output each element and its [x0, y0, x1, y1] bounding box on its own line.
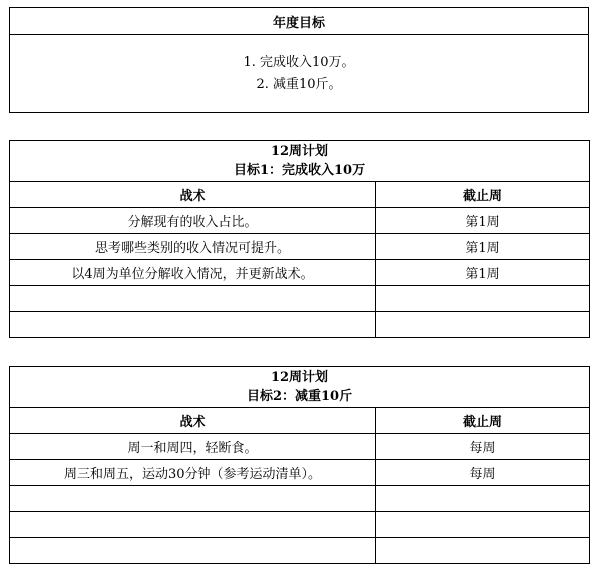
- table-row: [10, 486, 590, 512]
- table-row: [10, 538, 590, 564]
- deadline-cell: [376, 312, 590, 338]
- table-row: [10, 260, 590, 286]
- deadline-cell: 每周: [376, 434, 590, 460]
- plan2-title: 12周计划: [270, 370, 329, 385]
- annual-goal-item: 2. 减重10斤。: [256, 76, 342, 92]
- plan1-subtitle: 目标1：完成收入10万: [233, 163, 366, 178]
- tactic-cell: 周三和周五，运动30分钟（参考运动清单）。: [10, 460, 376, 486]
- plan2-deadline-header: 截止周: [376, 408, 590, 434]
- deadline-cell: 第1周: [376, 208, 590, 234]
- annual-goals-table: [9, 7, 589, 113]
- deadline-cell: 每周: [376, 460, 590, 486]
- tactic-cell: 分解现有的收入占比。: [10, 208, 376, 234]
- table-row: [10, 312, 590, 338]
- tactic-cell: 以4周为单位分解收入情况，并更新战术。: [10, 260, 376, 286]
- tactic-cell: [10, 538, 376, 564]
- deadline-cell: [376, 486, 590, 512]
- tactic-cell: [10, 312, 376, 338]
- table-row: [10, 460, 590, 486]
- deadline-cell: [376, 512, 590, 538]
- annual-goal-item: 1. 完成收入10万。: [243, 54, 355, 70]
- table-row: [10, 208, 590, 234]
- tactic-cell: 思考哪些类别的收入情况可提升。: [10, 234, 376, 260]
- plan1-heading: [10, 141, 590, 182]
- plan2-table: [9, 366, 590, 564]
- table-row: [10, 234, 590, 260]
- plan1-title: 12周计划: [270, 144, 329, 159]
- plan2-tactic-header: 战术: [10, 408, 376, 434]
- table-row: [10, 286, 590, 312]
- tactic-cell: 周一和周四，轻断食。: [10, 434, 376, 460]
- tactic-cell: [10, 486, 376, 512]
- annual-goals-list: [10, 35, 589, 113]
- tactic-cell: [10, 286, 376, 312]
- annual-goals-title: 年度目标: [10, 8, 589, 35]
- table-row: [10, 434, 590, 460]
- deadline-cell: 第1周: [376, 260, 590, 286]
- plan1-table: [9, 140, 590, 338]
- deadline-cell: [376, 538, 590, 564]
- deadline-cell: 第1周: [376, 234, 590, 260]
- plan2-heading: [10, 367, 590, 408]
- tactic-cell: [10, 512, 376, 538]
- plan1-tactic-header: 战术: [10, 182, 376, 208]
- deadline-cell: [376, 286, 590, 312]
- table-row: [10, 512, 590, 538]
- plan2-subtitle: 目标2：减重10斤: [246, 389, 353, 404]
- plan1-deadline-header: 截止周: [376, 182, 590, 208]
